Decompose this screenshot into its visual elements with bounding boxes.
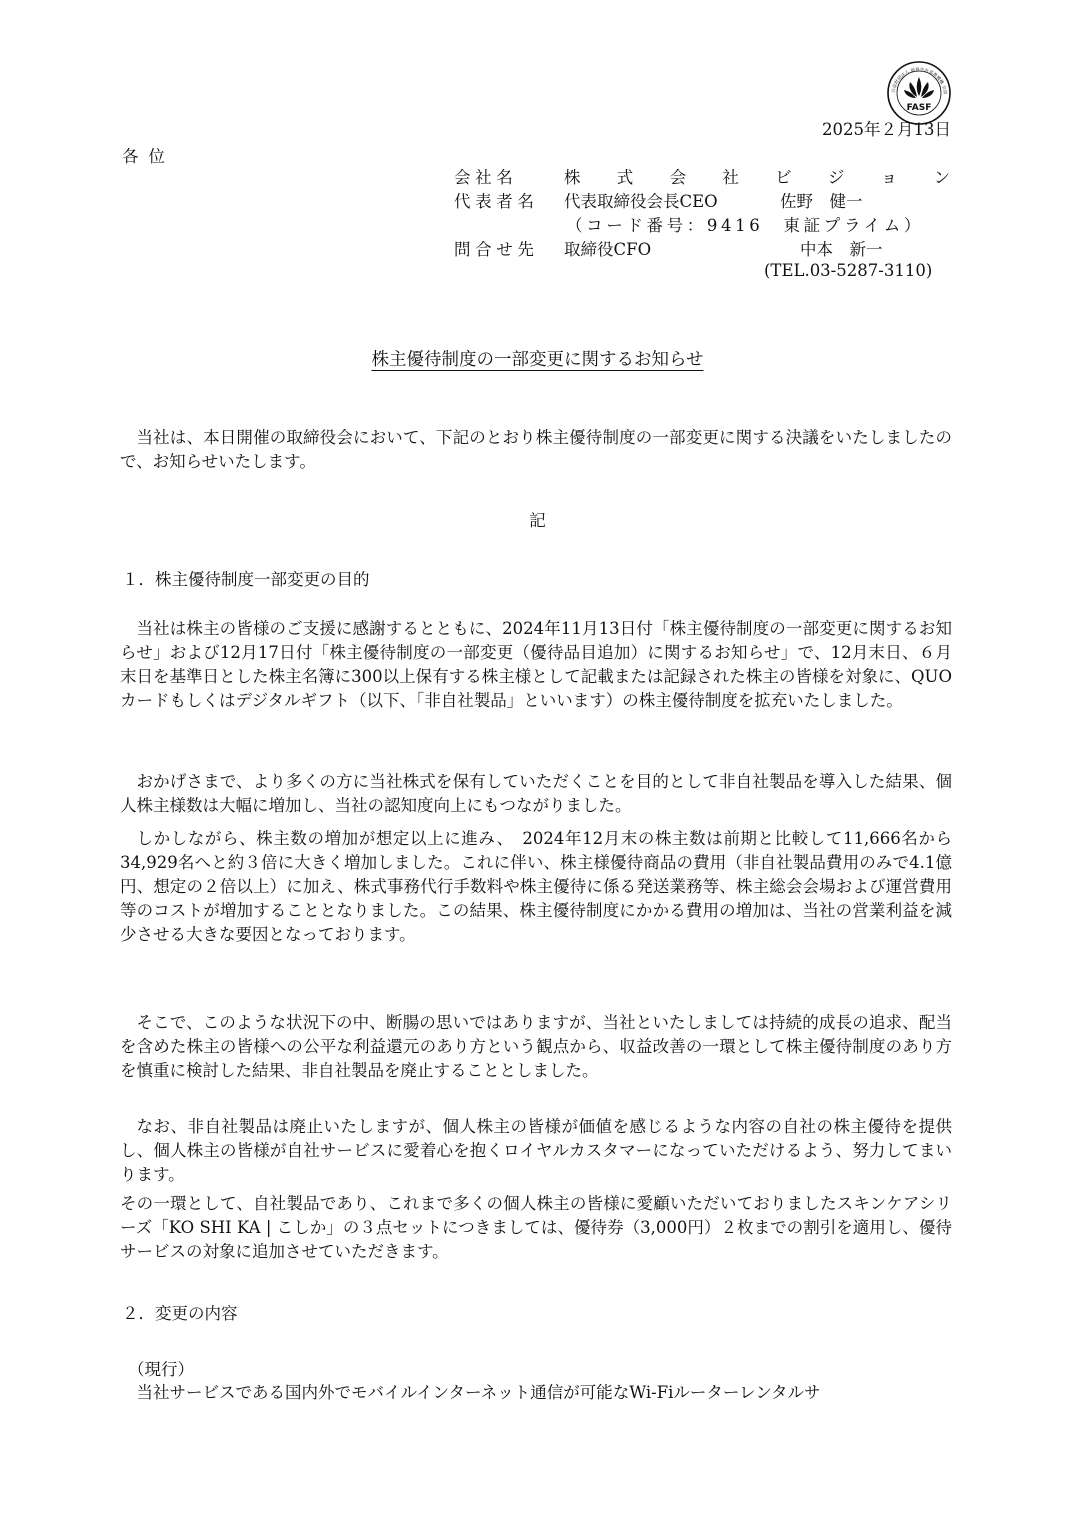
ki-mark: 記 [529, 511, 546, 530]
current-label: （現行） [128, 1360, 194, 1379]
document-title: 株主優待制度の一部変更に関するお知らせ [371, 350, 704, 370]
section2-heading: ２．変更の内容 [122, 1304, 238, 1323]
company-name-char: 株 [564, 168, 581, 187]
company-label: 会社名 [454, 168, 518, 187]
section1-paragraph-2: おかげさまで、より多くの方に当社株式を保有していただくことを目的として非自社製品を導入した結果、個人株主様数は大幅に増加し、当社の認知度向上にもつながりました。 [120, 772, 952, 815]
svg-text:FASF: FASF [906, 103, 932, 113]
company-name [564, 164, 950, 188]
section1-paragraph-1: 当社は株主の皆様のご支援に感謝するとともに、2024年11月13日付「株主優待制度の一部変更に関するお知らせ」および12月17日付「株主優待制度の一部変更（優待品目追加）に関するお知らせ」で、12月末日、６月末日を基準日とした株主名簿に300以上保有する株主様として記載または記録された株主の皆様を対象に、QUOカードもしくはデジタルギフト（以下、「非自社製品」といいます）の株主優待制度を拡充いたしました。 [120, 619, 952, 710]
intro-paragraph: 当社は、本日開催の取締役会において、下記のとおり株主優待制度の一部変更に関する決議をいたしましたので、お知らせいたします。 [120, 428, 952, 471]
svg-text:公益財団法人 財務会計基準機構 会員: 公益財団法人 財務会計基準機構 会員 [891, 67, 948, 95]
section1-paragraph-3: しかしながら、株主数の増加が想定以上に進み、 2024年12月末の株主数は前期と比較して11,666名から34,929名へと約３倍に大きく増加しました。これに伴い、株主様優待商品の費用（非自社製品費用のみで4.1億円、想定の２倍以上）に加え、株式事務代行手数料や株主優待に係る発送業務等、株主総会会場および運営費用等のコストが増加することとなりました。この結果、株主優待制度にかかる費用の増加は、当社の営業利益を減少させる大きな要因となっております。 [120, 829, 952, 944]
company-name-char: ョ [880, 168, 898, 187]
current-text: 当社サービスである国内外でモバイルインターネット通信が可能なWi-Fiルーターレンタルサ [136, 1383, 821, 1402]
contact-title: 取締役CFO [564, 240, 652, 259]
section1-paragraph-4: そこで、このような状況下の中、断腸の思いではありますが、当社といたしましては持続的成長の追求、配当を含めた株主の皆様への公平な利益還元のあり方という観点から、収益改善の一環として株主優待制度のあり方を慎重に検討した結果、非自社製品を廃止することとしました。 [120, 1013, 952, 1080]
company-name-char: 会 [669, 168, 687, 187]
company-name-char: ン [933, 168, 950, 187]
company-name-char: ビ [775, 168, 792, 187]
company-row [454, 164, 950, 188]
contact-name: 中本 新一 [800, 240, 883, 259]
addressee: 各位 [122, 147, 175, 166]
representative-name: 佐野 健一 [780, 192, 863, 211]
stock-code: （コード番号：9416 東証プライム） [566, 216, 924, 235]
contact-tel: (TEL.03-5287-3110) [764, 261, 933, 280]
section1-paragraph-6: その一環として、自社製品であり、これまで多くの個人株主の皆様に愛顧いただいておりましたスキンケアシリーズ「KO SHI KA | こしか」の３点セットにつきましては、優待券（3,000円）２枚までの割引を適用し、優待サービスの対象に追加させていただきます。 [120, 1194, 952, 1261]
company-name-char: 式 [616, 168, 634, 187]
section1-heading: １．株主優待制度一部変更の目的 [122, 570, 370, 589]
representative-row [454, 188, 863, 212]
contact-label: 問合せ先 [454, 240, 539, 259]
section1-paragraph-5: なお、非自社製品は廃止いたしますが、個人株主の皆様が価値を感じるような内容の自社の株主優待を提供し、個人株主の皆様が自社サービスに愛着心を抱くロイヤルカスタマーになっていただけるよう、努力してまいります。 [120, 1117, 952, 1184]
representative-label: 代表者名 [454, 192, 539, 211]
contact-row [454, 236, 883, 260]
company-name-char: 社 [722, 168, 739, 187]
representative-title: 代表取締役会長CEO [564, 192, 718, 211]
company-name-char: ジ [827, 168, 845, 187]
release-date: 2025年２月13日 [822, 120, 951, 139]
